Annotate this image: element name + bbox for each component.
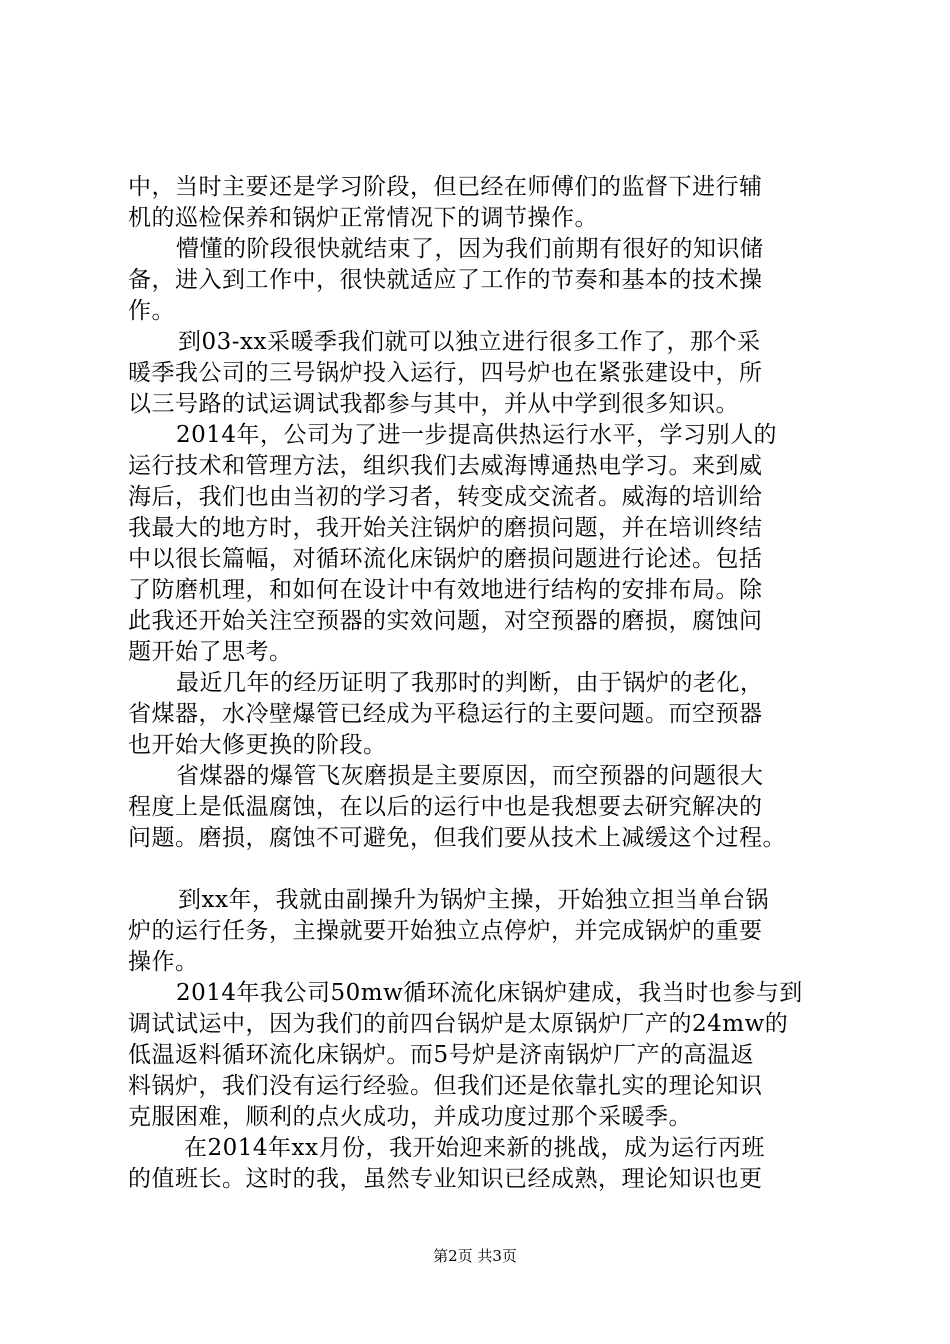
text-line: 海后，我们也由当初的学习者，转变成交流者。威海的培训给 — [128, 484, 763, 510]
page-number-footer: 第2页 共3页 — [433, 1247, 517, 1265]
text-line: 省煤器的爆管飞灰磨损是主要原因，而空预器的问题很大 — [176, 763, 764, 789]
text-line: 懵懂的阶段很快就结束了，因为我们前期有很好的知识储 — [176, 236, 764, 262]
text-line: 的值班长。这时的我，虽然专业知识已经成熟，理论知识也更 — [128, 1166, 763, 1192]
text-line: 操作。 — [128, 949, 199, 975]
text-line: 调试试运中，因为我们的前四台锅炉是太原锅炉厂产的24mw的 — [128, 1011, 789, 1037]
text-line: 运行技术和管理方法，组织我们去威海博通热电学习。来到威 — [128, 453, 763, 479]
text-line: 以三号路的试运调试我都参与其中，并从中学到很多知识。 — [128, 391, 739, 417]
text-line: 机的巡检保养和锅炉正常情况下的调节操作。 — [128, 205, 598, 231]
text-line: 程度上是低温腐蚀，在以后的运行中也是我想要去研究解决的 — [128, 794, 763, 820]
text-line: 最近几年的经历证明了我那时的判断，由于锅炉的老化， — [176, 670, 764, 696]
text-line: 低温返料循环流化床锅炉。而5号炉是济南锅炉厂产的高温返 — [128, 1042, 755, 1068]
text-line: 中，当时主要还是学习阶段，但已经在师傅们的监督下进行辅 — [128, 174, 763, 200]
text-line: 暖季我公司的三号锅炉投入运行，四号炉也在紧张建设中，所 — [128, 360, 763, 386]
text-line: 到03-xx采暖季我们就可以独立进行很多工作了，那个采 — [178, 329, 761, 355]
text-line: 在2014年xx月份，我开始迎来新的挑战，成为运行丙班 — [184, 1135, 765, 1161]
text-line: 到xx年，我就由副操升为锅炉主操，开始独立担当单台锅 — [178, 887, 769, 913]
text-line: 省煤器，水冷壁爆管已经成为平稳运行的主要问题。而空预器 — [128, 701, 763, 727]
text-line: 中以很长篇幅，对循环流化床锅炉的磨损问题进行论述。包括 — [128, 546, 763, 572]
text-line: 2014年，公司为了进一步提高供热运行水平，学习别人的 — [176, 422, 778, 448]
text-line: 也开始大修更换的阶段。 — [128, 732, 387, 758]
text-line: 作。 — [128, 298, 175, 324]
text-line: 2014年我公司50mw循环流化床锅炉建成，我当时也参与到 — [176, 980, 803, 1006]
text-line: 问题。磨损，腐蚀不可避免，但我们要从技术上减缓这个过程。 — [128, 825, 786, 851]
text-line: 备，进入到工作中，很快就适应了工作的节奏和基本的技术操 — [128, 267, 763, 293]
text-line: 炉的运行任务，主操就要开始独立点停炉，并完成锅炉的重要 — [128, 918, 763, 944]
text-line: 题开始了思考。 — [128, 639, 293, 665]
text-line: 了防磨机理，和如何在设计中有效地进行结构的安排布局。除 — [128, 577, 763, 603]
text-line: 我最大的地方时，我开始关注锅炉的磨损问题，并在培训终结 — [128, 515, 763, 541]
text-line: 料锅炉，我们没有运行经验。但我们还是依靠扎实的理论知识 — [128, 1073, 763, 1099]
body-text — [128, 172, 834, 1195]
paragraph-gap — [128, 854, 834, 885]
text-line: 克服困难，顺利的点火成功，并成功度过那个采暖季。 — [128, 1104, 692, 1130]
text-line: 此我还开始关注空预器的实效问题，对空预器的磨损，腐蚀问 — [128, 608, 763, 634]
